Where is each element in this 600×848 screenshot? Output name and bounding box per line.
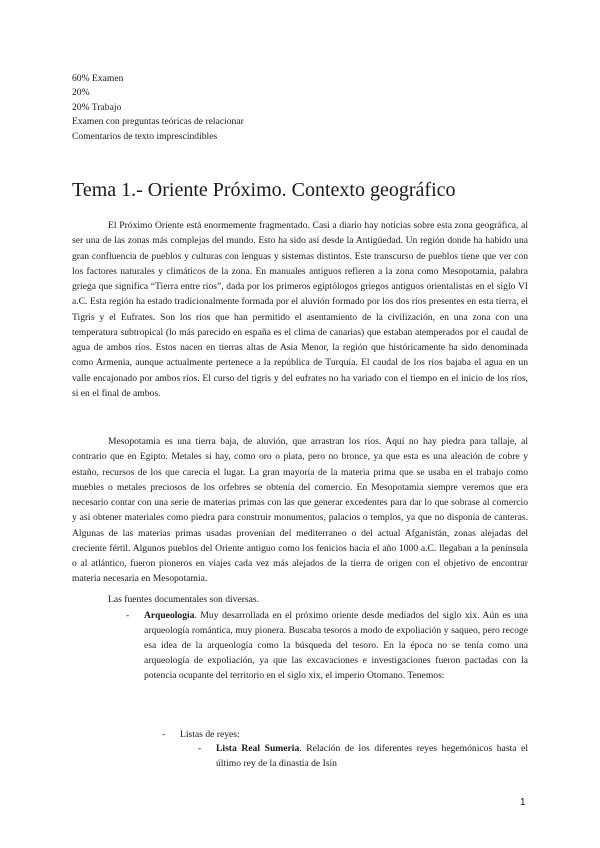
note-line: 20% [72,87,90,99]
note-line: 60% Examen [72,73,124,84]
bullet-term: Arqueología [144,610,195,621]
sources-intro: Las fuentes documentales son diversas. [108,594,260,605]
paragraph-text: Mesopotamia es una tierra baja, de aluvión, que arrastran los ríos. Aquí no hay piedra para tallaje, al contrario que en Egipto. Metales sí hay, como oro o plata, pero no bronce, ya que esta es una aleación de cobre y estaño, recursos de los que carecía el lugar. La gran mayoría de la materia prima que se usaba en el trabajo como muebles o metales preciosos de los orfebres se obtenía del comercio. En Mesopotamia siempre veremos que era necesario contar con una serie de materias primas con las que generar excedentes para dar lo que sobrase al comercio y así obtener materiales como piedra para construir monumentos, palacios o templos, ya que no disponía de canteras. Algunas de las materias primas usadas provenían del mediterraneo o del actual Afganistán, zonas alejadas del creciente fértil. Algunos pueblos del Oriente antiguo como los fenicios hacia el año 1000 a.C. llegaban a la península o al atlántico, fueron pioneros en viajes cada vez más alejados de la tierra de origen con el objetivo de encontrar materia necesaria en Mesopotamia. [72,436,528,585]
bullet-dash: - [198,743,202,754]
bullet-text: Listas de reyes: [180,729,240,740]
bullet-content [216,741,528,771]
bullet-text: . Relación de los diferentes reyes hegemónicos hasta el último rey de la dinastía de Isín [216,743,528,769]
bullet-content [144,608,528,683]
header-notes [72,72,244,144]
note-line: Examen con preguntas teóricas de relacionar [72,116,244,128]
bullet-text: . Muy desarrollada en el próximo oriente desde mediados del siglo xix. Aún es una arqueología romántica, muy pionera. Buscaba tesoros a modo de expoliación y saqueo, pero recoge esa idea de la arqueología como la búsqueda del tesoro. En la época no se tenía como una arqueología de expoliación, ya que las excavaciones e investigaciones fueron pactadas con la potencia ocupante del territorio en el siglo xix, el imperio Otomano. Tenemos: [144,610,528,681]
body-paragraph-1 [72,218,528,401]
body-paragraph-2 [72,434,528,587]
page-title: Tema 1.- Oriente Próximo. Contexto geográfico [72,179,456,201]
bullet-dash: - [126,610,130,621]
note-line: Comentarios de texto imprescindibles [72,130,218,142]
paragraph-text: El Próximo Oriente está enormemente fragmentado. Casi a diario hay noticias sobre esta zona geográfica, al ser una de las zonas más complejas del mundo. Esto ha sido así desde la Antigüedad. Un región donde ha habido una gran confluencia de pueblos y culturas con lenguas y sistemas distintos. Este transcurso de pueblos tiene que ver con los factores naturales y climáticos de la zona. En manuales antiguos refieren a la zona como Mesopotamia, palabra griega que significa “Tierra entre ríos”, dada por los primeros egiptólogos griegos antiguos orientalistas en el siglo VI a.C. Esta región ha estado tradicionalmente formada por el aluvión formado por los dos ríos presentes en esta tierra, el Tigris y el Eufrates. Son los ríos que han permitido el asentamiento de la civilización, en una zona con una temperatura subtropical (lo más parecido en españa es el clima de canarias) que estaban atemperados por el caudal de agua de ambos ríos. Estos nacen en tierras altas de Asia Menor, la región que históricamente ha sido denominada como Armenia, aunque actualmente pertenece a la república de Turquía. El caudal de los ríos bajaba el agua en un valle encajonado por ambos ríos. El curso del tigris y del eufrates no ha variado con el tiempo en el inicio de los ríos, si en el final de ambos. [72,220,528,399]
bullet-dash: - [162,729,166,740]
bullet-term: Lista Real Sumeria [216,743,300,754]
page-number: 1 [520,797,526,808]
note-line: 20% Trabajo [72,101,122,113]
